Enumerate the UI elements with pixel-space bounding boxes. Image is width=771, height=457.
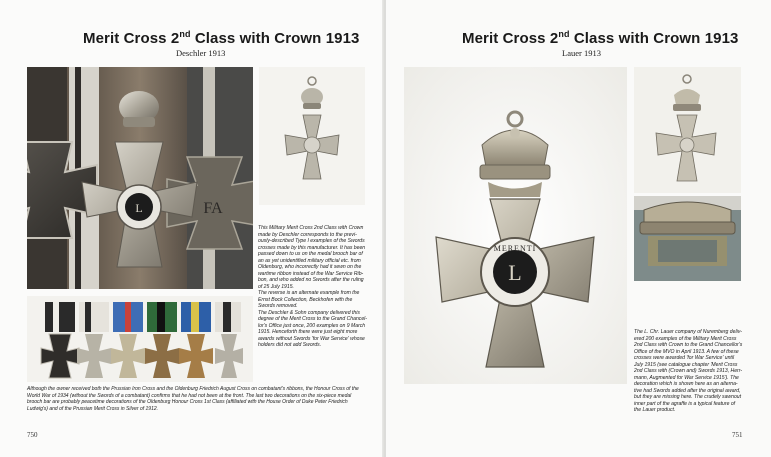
medal-bar-caption: Although the owner received both the Prussian Iron Cross and the Oldenburg Friedrich August Cross on combatant's ribbons, the Honour Cross of the World War of 1934 (without the Swords of a combatant) confirms that he had not been at the front. The last two decorations on the six-piece medal brooch bar are probably peacetime decorations of the Oldenburg Honour Cross 1st Class (affiliated with the House Order of Duke Peter Friedrich Ludwig's) and of the Prussian Merit Cross in Silver of 1912. bbox=[27, 386, 359, 412]
left-page-subtitle: Deschler 1913 bbox=[176, 48, 226, 58]
svg-text:FA: FA bbox=[203, 200, 223, 217]
deschler-reverse-photo bbox=[259, 67, 365, 205]
right-page-title: Merit Cross 2nd Class with Crown 1913 bbox=[462, 29, 739, 47]
lauer-reverse-photo bbox=[634, 67, 741, 193]
lauer-caption: The L. Chr. Lauer company of Nuremberg deliv- ered 200 examples of the Military Merit Cross 2nd Class with Crown to the Grand Chancellor's Office of the MVO in April 1913. A few of these crosses were awarded 'for War Service' until July 1915 (see catalogue chapter 'Merit Cross 2nd Class with (Crown and) Swords 1913, Herr- mann, Augmented for War Service 1915'). The decoration which is shown here as an alterna- tive had Swords added after the original award, but they are missing here. The crudely sawnout inner part of the agraffe is a typical feature of the Lauer product. bbox=[634, 329, 743, 413]
right-page bbox=[386, 0, 771, 457]
deschler-medal-bar-photo bbox=[27, 67, 253, 289]
lauer-agraffe-detail-photo bbox=[634, 196, 741, 281]
svg-text:L: L bbox=[135, 201, 143, 215]
lauer-medal-photo bbox=[404, 67, 627, 384]
left-page-title: Merit Cross 2nd Class with Crown 1913 bbox=[83, 29, 360, 47]
right-page-number: 751 bbox=[732, 431, 743, 439]
deschler-caption: This Military Merit Cross 2nd Class with Crown made by Deschler corresponds to the previ- ously-described Type I examples of the Swords crosses made by this manufacturer. It has been passed down to us on the medal brooch bar of an as yet unidentified military official etc. from Oldenburg, who incorrectly had it sewn on the wartime ribbon instead of the War Service Rib- bon, and who added no Swords after the ruling of 25 July 1915. The reverse is an alternate example from the Ernst Bock Collection, Beckhofen with the Swords removed. The Deschler & Sohn company delivered this degree of the Merit Cross to the Grand Chancel- lor's Office just once, 200 examples on 9 March 1915. Henceforth there were just eight more awards without Swords 'for War Service' whose holders did not add Swords. bbox=[258, 225, 368, 348]
left-page-number: 750 bbox=[27, 431, 38, 439]
svg-text:L: L bbox=[508, 260, 522, 285]
medal-inscription: MERENTI bbox=[493, 244, 537, 253]
left-page bbox=[0, 0, 384, 457]
six-piece-medal-bar-photo bbox=[27, 296, 253, 382]
right-page-subtitle: Lauer 1913 bbox=[562, 48, 601, 58]
